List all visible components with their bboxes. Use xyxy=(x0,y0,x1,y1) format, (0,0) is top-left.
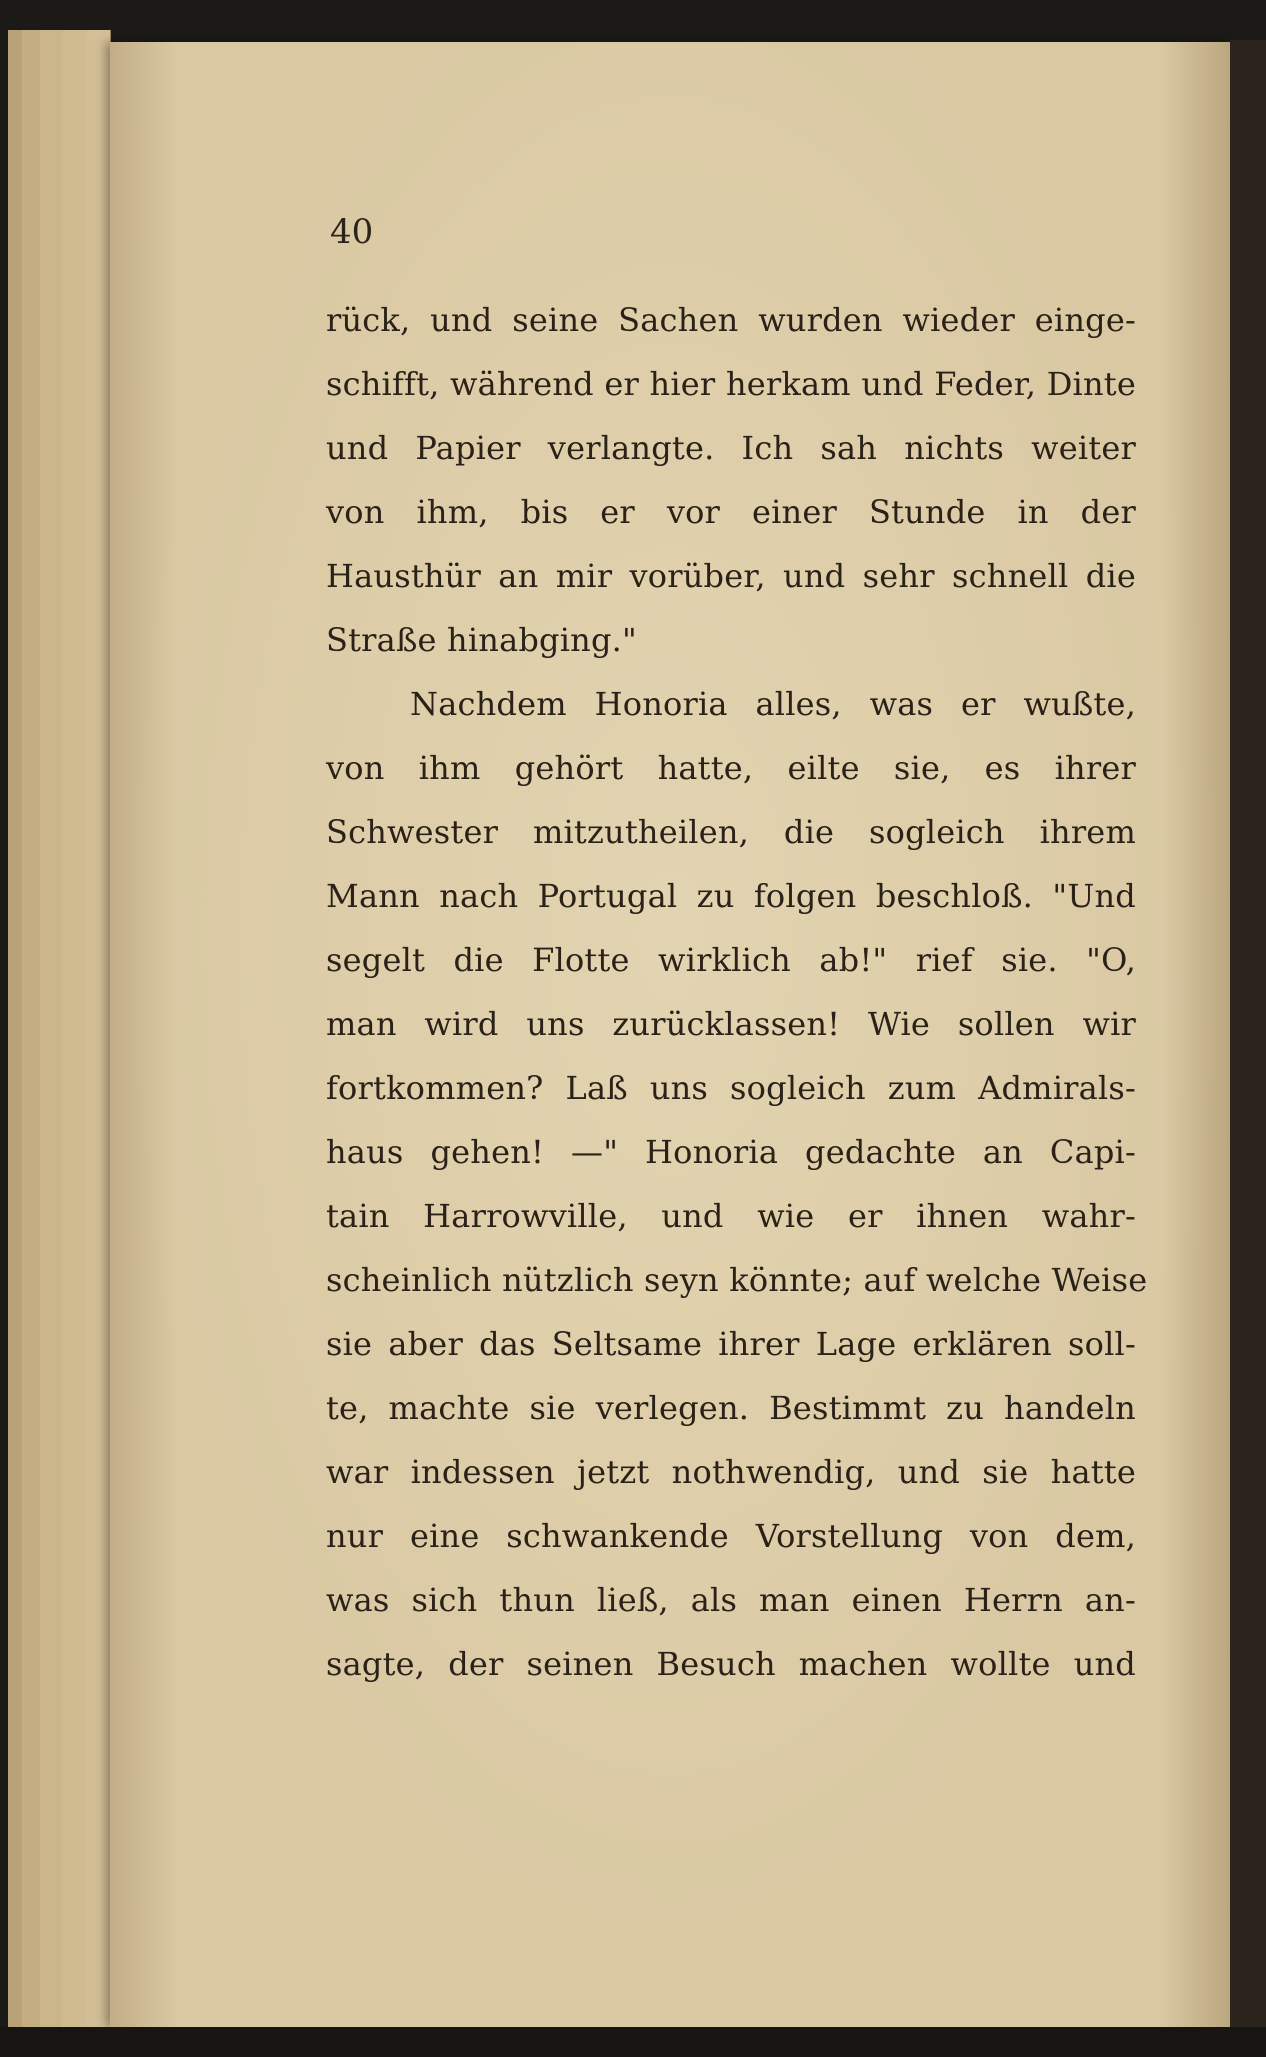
text-line: haus gehen! —" Honoria gedachte an Capi- xyxy=(326,1133,1136,1171)
text-line: war indessen jetzt nothwendig, und sie hatte xyxy=(326,1453,1136,1491)
text-line: Hausthür an mir vorüber, und sehr schnell die xyxy=(326,557,1136,595)
text-line: segelt die Flotte wirklich ab!" rief sie. "O, xyxy=(326,941,1136,979)
page-edge xyxy=(40,30,63,2030)
text-line: fortkommen? Laß uns sogleich zum Admirals- xyxy=(326,1069,1136,1107)
text-line: tain Harrowville, und wie er ihnen wahr- xyxy=(326,1197,1136,1235)
scan-bottom-edge xyxy=(0,2027,1266,2057)
text-line: scheinlich nützlich seyn könnte; auf welche Weise xyxy=(326,1261,1148,1299)
page-number: 40 xyxy=(330,212,374,252)
text-line: was sich thun ließ, als man einen Herrn an- xyxy=(326,1581,1136,1619)
page-edge xyxy=(62,30,87,2030)
page-edge xyxy=(86,30,111,2030)
text-line: sagte, der seinen Besuch machen wollte und xyxy=(326,1645,1136,1683)
text-line: Schwester mitzutheilen, die sogleich ihrem xyxy=(326,813,1136,851)
text-line: von ihm, bis er vor einer Stunde in der xyxy=(326,493,1136,531)
page-edge xyxy=(22,30,41,2030)
body-text xyxy=(326,288,1148,1696)
text-line: von ihm gehört hatte, eilte sie, es ihrer xyxy=(326,749,1136,787)
page-edge xyxy=(8,30,23,2030)
text-line: schifft, während er hier herkam und Feder, Dinte xyxy=(326,365,1136,403)
text-line: sie aber das Seltsame ihrer Lage erklären soll- xyxy=(326,1325,1136,1363)
text-line: Straße hinabging." xyxy=(326,621,637,659)
text-line: und Papier verlangte. Ich sah nichts weiter xyxy=(326,429,1136,467)
text-line: Nachdem Honoria alles, was er wußte, xyxy=(410,685,1136,723)
book-gutter-shadow xyxy=(1230,40,1266,2030)
text-line: nur eine schwankende Vorstellung von dem, xyxy=(326,1517,1136,1555)
text-line: man wird uns zurücklassen! Wie sollen wir xyxy=(326,1005,1136,1043)
text-line: te, machte sie verlegen. Bestimmt zu handeln xyxy=(326,1389,1136,1427)
text-line: Mann nach Portugal zu folgen beschloß. "Und xyxy=(326,877,1136,915)
text-line: rück, und seine Sachen wurden wieder einge- xyxy=(326,301,1136,339)
